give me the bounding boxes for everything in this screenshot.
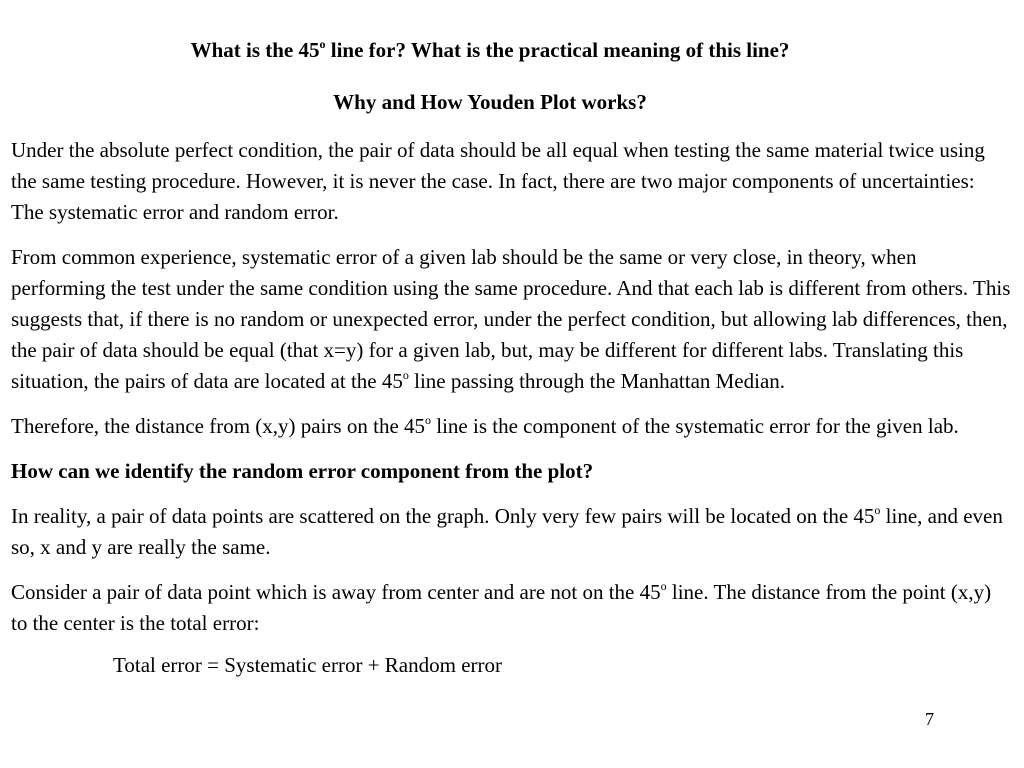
paragraph-total-error (11, 577, 1011, 639)
degree-superscript: o (319, 37, 326, 51)
paragraph-perfect-condition: Under the absolute perfect condition, the pair of data should be all equal when testing the same material twice using the same testing procedure. However, it is never the case. In fact, there are two major components of uncertainties: The systematic error and random error. (11, 138, 985, 224)
slide-body (11, 135, 1011, 695)
subheading-random-error: How can we identify the random error component from the plot? (11, 459, 594, 483)
paragraph-text: From common experience, systematic error of a given lab should be the same or very close, in theory, when performing the test under the same condition using the same procedure. And that each lab is different from others. This suggests that, if there is no random or unexpected error, under the perfect condition, but allowing lab differences, then, the pair of data should be equal (that x=y) for a given lab, but, may be different for different labs. Translating this situation, the pairs of data are located at the 45 (11, 245, 1011, 393)
paragraph-systematic-error (11, 242, 1011, 397)
paragraph-text: Therefore, the distance from (x,y) pairs on the 45 (11, 414, 426, 438)
degree-superscript: o (425, 413, 432, 427)
paragraph-text: line is the component of the systematic error for the given lab. (431, 414, 959, 438)
degree-superscript: o (660, 579, 667, 593)
slide-title-line-2: Why and How Youden Plot works? (333, 90, 647, 114)
title-line1-text-b: line for? What is the practical meaning of this line? (325, 38, 790, 62)
slide-title-line-1 (0, 37, 980, 63)
paragraph-text: Consider a pair of data point which is away from center and are not on the 45 (11, 580, 661, 604)
paragraph-text: In reality, a pair of data points are scattered on the graph. Only very few pairs will be located on the 45 (11, 504, 875, 528)
paragraph-text: line passing through the Manhattan Median. (408, 369, 786, 393)
total-error-formula: Total error = Systematic error + Random error (113, 653, 503, 677)
paragraph-reality-scatter (11, 501, 1011, 563)
degree-superscript: o (402, 368, 409, 382)
page-number: 7 (925, 709, 934, 729)
paragraph-text: line, and even so, x and y are really the same. (11, 504, 1003, 559)
degree-superscript: o (874, 503, 881, 517)
paragraph-text: line. The distance from the point (x,y) to the center is the total error: (11, 580, 992, 635)
title-line1-text-a: What is the 45 (190, 38, 320, 62)
paragraph-distance-systematic (11, 411, 1011, 442)
